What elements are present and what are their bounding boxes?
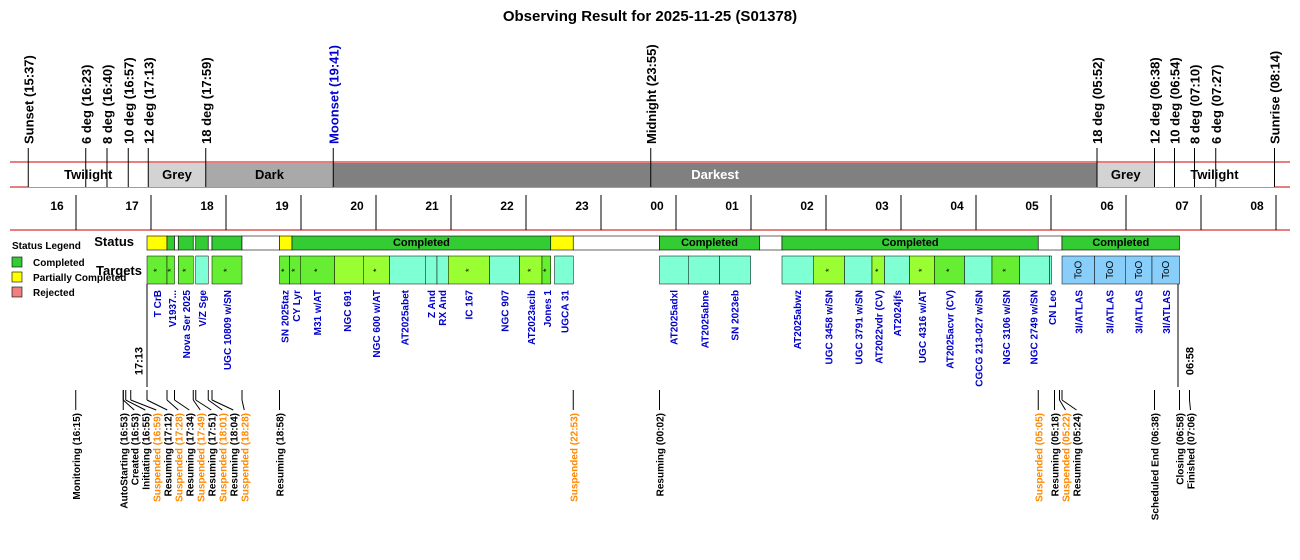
sun-event-label: 12 deg (17:13) <box>141 57 157 144</box>
target-segment <box>720 256 751 284</box>
target-segment <box>1020 256 1050 284</box>
status-segment <box>193 236 196 250</box>
target-segment <box>845 256 873 284</box>
target-name-label: SN 2023eb <box>730 290 742 341</box>
hour-tick-label: 01 <box>725 199 739 213</box>
event-label: Scheduled End (06:38) <box>1150 413 1162 521</box>
event-label: Suspended (05:22) <box>1061 413 1073 502</box>
target-segment-mark: * <box>1000 268 1011 272</box>
sky-band-label: Grey <box>1110 167 1141 182</box>
target-segment <box>688 256 719 284</box>
event-log <box>72 390 1198 520</box>
hour-tick-label: 20 <box>350 199 364 213</box>
status-segment <box>242 236 280 250</box>
sun-event-label: Midnight (23:55) <box>643 44 659 144</box>
status-segment <box>551 236 574 250</box>
target-segment-mark: * <box>944 268 955 272</box>
status-row <box>147 236 1180 250</box>
target-name-label: V/Z Sge <box>198 290 209 327</box>
legend-swatch <box>12 257 22 267</box>
status-segment <box>175 236 179 250</box>
target-name-label: CGCG 213-027 w/SN <box>974 290 986 387</box>
hour-tick-label: 02 <box>800 199 814 213</box>
sky-band-label: Grey <box>162 167 192 182</box>
sun-event-label: 6 deg (16:23) <box>78 64 94 144</box>
event-leader <box>1190 400 1191 410</box>
target-segment-mark: * <box>463 268 474 272</box>
event-label: Resuming (18:04) <box>229 413 241 497</box>
target-name-label: AT2023acib <box>526 290 538 345</box>
target-name-label: 3I/ATLAS <box>1161 290 1173 334</box>
target-name-label: AT2025adxl <box>669 290 681 345</box>
target-segment-mark: * <box>180 268 191 272</box>
status-segment <box>147 236 167 250</box>
target-segment <box>555 256 574 284</box>
target-name-label: AT2025abet <box>400 290 412 346</box>
target-segment-mark: * <box>525 268 536 272</box>
hour-tick-label: 18 <box>200 199 214 213</box>
status-segment-label: Completed <box>1092 237 1150 249</box>
sun-event-label: Moonset (19:41) <box>326 45 342 144</box>
event-leader <box>196 400 212 410</box>
status-segment <box>167 236 175 250</box>
target-segment-mark: ToO <box>1160 260 1172 279</box>
sun-event-label: 18 deg (17:59) <box>198 57 214 144</box>
event-label: Suspended (18:01) <box>218 413 230 502</box>
hour-tick-label: 06 <box>1100 199 1114 213</box>
target-name-label: NGC 600 w/AT <box>371 290 383 358</box>
event-leader <box>193 400 200 410</box>
hour-axis <box>50 195 1276 230</box>
target-segment <box>426 256 437 284</box>
event-label: Suspended (22:53) <box>569 413 581 502</box>
sun-event-label: 8 deg (07:10) <box>1187 64 1203 144</box>
legend-item-label: Rejected <box>33 288 75 299</box>
target-name-label: CN Leo <box>1048 290 1059 325</box>
target-segment <box>390 256 426 284</box>
target-labels <box>153 289 1173 386</box>
hour-tick-label: 21 <box>425 199 439 213</box>
event-label: Closing (06:58) <box>1175 413 1187 485</box>
status-segment <box>760 236 783 250</box>
event-label: Finished (07:06) <box>1186 413 1198 490</box>
target-name-label: AT2024jfs <box>893 290 904 337</box>
target-segment-mark: ToO <box>1073 260 1085 279</box>
legend-swatch <box>12 272 22 282</box>
target-name-label: RX And <box>438 290 449 326</box>
hour-tick-label: 08 <box>1250 199 1264 213</box>
target-segment-mark: * <box>371 268 382 272</box>
event-leader <box>147 400 167 410</box>
target-segment <box>490 256 520 284</box>
target-segment <box>1050 256 1052 284</box>
target-segment <box>660 256 689 284</box>
event-leader <box>242 400 244 410</box>
target-name-label: SN 2025taz <box>280 290 292 343</box>
target-segment-mark: * <box>312 268 323 272</box>
event-label: Initiating (16:55) <box>141 413 153 490</box>
target-name-label: Z And <box>426 290 438 318</box>
sky-band-label: Twilight <box>64 167 113 182</box>
sky-band-label: Twilight <box>1190 167 1239 182</box>
status-row-label: Status <box>94 234 134 249</box>
target-name-label: V1937... <box>168 290 179 328</box>
target-name-label: 3I/ATLAS <box>1074 290 1086 334</box>
legend-title: Status Legend <box>12 241 81 252</box>
hour-tick-label: 05 <box>1025 199 1039 213</box>
target-name-label: NGC 2749 w/SN <box>1029 290 1041 365</box>
target-name-label: UGC 3458 w/SN <box>824 290 836 365</box>
sun-event-label: 18 deg (05:52) <box>1090 57 1105 144</box>
sun-event-label: 10 deg (16:57) <box>121 57 137 144</box>
event-label: Suspended (18:28) <box>240 413 252 502</box>
event-label: Resuming (17:34) <box>185 413 197 497</box>
status-segment <box>196 236 209 250</box>
event-label: Created (16:53) <box>130 413 142 486</box>
sun-event-label: 10 deg (06:54) <box>1167 57 1183 144</box>
sun-event-label: Sunset (15:37) <box>21 55 37 144</box>
edge-time-label: 17:13 <box>133 347 146 376</box>
legend-item-label: Completed <box>33 258 85 269</box>
hour-tick-label: 04 <box>950 199 964 213</box>
status-segment <box>212 236 242 250</box>
hour-tick-label: 22 <box>500 199 514 213</box>
sky-bands <box>28 163 1274 187</box>
target-name-label: UGC 3791 w/SN <box>854 290 866 365</box>
target-name-label: UGCA 31 <box>560 290 572 333</box>
target-segment <box>335 256 364 284</box>
target-segment <box>965 256 993 284</box>
sky-band-label: Dark <box>255 167 284 182</box>
target-name-label: AT2025abne <box>700 290 712 349</box>
target-segment <box>885 256 910 284</box>
status-segment <box>573 236 659 250</box>
target-segment-mark: * <box>823 268 834 272</box>
sky-band-label: Darkest <box>691 167 739 182</box>
target-segment-mark: * <box>917 268 927 272</box>
target-segment-mark: * <box>873 268 884 272</box>
hour-tick-label: 23 <box>575 199 589 213</box>
event-label: Resuming (05:18) <box>1050 413 1062 497</box>
event-label: Monitoring (16:15) <box>71 413 83 500</box>
status-segment-label: Completed <box>881 237 939 249</box>
status-segment-label: Completed <box>392 237 450 249</box>
sun-event-label: 12 deg (06:38) <box>1147 57 1163 144</box>
legend-item-label: Partially Completed <box>33 273 127 284</box>
target-segment-mark: * <box>290 268 301 272</box>
sun-event-label: Sunrise (08:14) <box>1267 50 1283 144</box>
event-label: Suspended (17:28) <box>174 413 186 502</box>
event-label: Resuming (18:58) <box>275 413 287 497</box>
target-segment <box>437 256 448 284</box>
status-segment <box>208 236 212 250</box>
event-label: Resuming (17:51) <box>207 413 219 497</box>
target-name-label: NGC 907 <box>500 290 512 332</box>
status-segment <box>1038 236 1062 250</box>
target-name-label: T CrB <box>153 290 164 318</box>
target-name-label: Jones 1 <box>543 290 554 328</box>
target-name-label: IC 167 <box>464 290 476 320</box>
target-segment-mark: * <box>541 268 552 272</box>
target-segment <box>782 256 813 284</box>
event-label: Suspended (05:05) <box>1034 413 1046 502</box>
event-label: AutoStarting (16:53) <box>119 413 131 509</box>
hour-tick-label: 16 <box>50 199 64 213</box>
hour-tick-label: 07 <box>1175 199 1189 213</box>
status-segment-label: Completed <box>681 237 738 249</box>
hour-tick-label: 00 <box>650 199 664 213</box>
sun-event-label: 8 deg (16:40) <box>100 64 115 144</box>
target-name-label: NGC 3106 w/SN <box>1001 290 1013 365</box>
target-row <box>147 256 1180 284</box>
target-segment-mark: * <box>165 268 176 272</box>
target-name-label: Nova Ser 2025 <box>181 290 193 359</box>
event-label: Suspended (17:49) <box>196 413 208 502</box>
event-label: Suspended (16:59) <box>152 413 164 502</box>
target-name-label: M31 w/AT <box>313 290 324 336</box>
hour-tick-label: 03 <box>875 199 889 213</box>
event-label: Resuming (17:12) <box>163 413 175 497</box>
status-segment <box>178 236 193 250</box>
sun-event-label: 6 deg (07:27) <box>1208 64 1224 144</box>
target-name-label: UGC 10809 w/SN <box>223 290 234 371</box>
target-segment-mark: * <box>152 268 162 272</box>
target-name-label: 3I/ATLAS <box>1105 290 1117 334</box>
legend-swatch <box>12 287 22 297</box>
target-name-label: AT2022vdr (CV) <box>874 290 886 364</box>
target-segment-mark: * <box>222 268 232 272</box>
chart-title: Observing Result for 2025-11-25 (S01378) <box>502 8 798 25</box>
hour-tick-label: 19 <box>275 199 289 213</box>
target-name-label: NGC 691 <box>343 290 354 332</box>
target-name-label: 3I/ATLAS <box>1134 290 1146 334</box>
edge-time-label: 06:58 <box>1184 347 1197 376</box>
target-name-label: AT2025abwz <box>793 290 804 350</box>
targets-row-label: Targets <box>96 263 142 278</box>
hour-tick-label: 17 <box>125 199 139 213</box>
target-segment-mark: ToO <box>1133 260 1145 279</box>
target-name-label: UGC 4316 w/AT <box>918 290 929 364</box>
target-segment <box>196 256 209 284</box>
target-segment-mark: ToO <box>1105 260 1117 279</box>
event-label: Resuming (05:24) <box>1072 413 1084 497</box>
target-name-label: CY Lyr <box>291 290 303 322</box>
target-name-label: AT2025acvr (CV) <box>945 290 957 369</box>
status-segment <box>280 236 293 250</box>
target-segment-mark: * <box>279 268 290 272</box>
event-label: Resuming (00:02) <box>655 413 667 497</box>
